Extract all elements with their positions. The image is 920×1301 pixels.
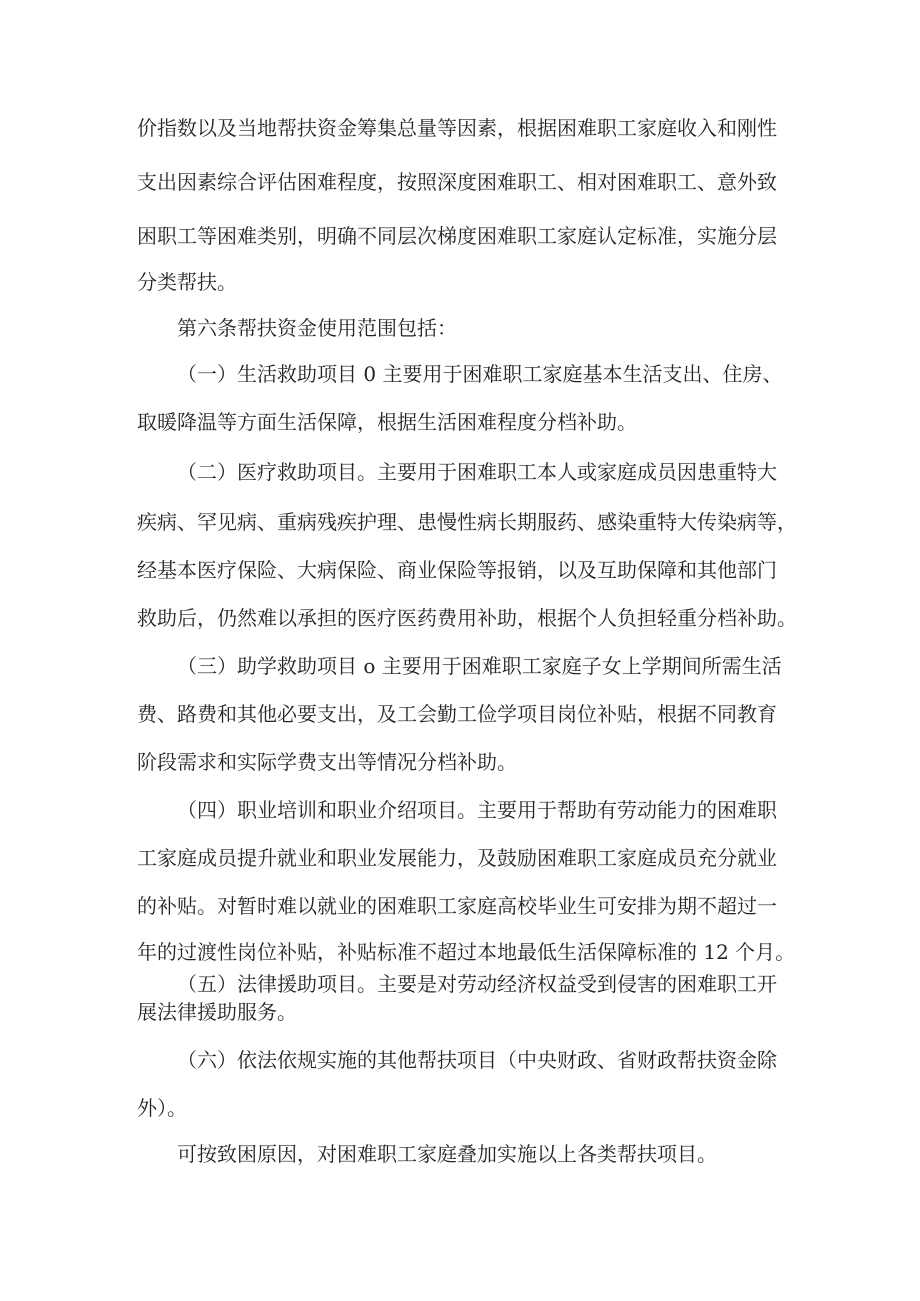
text-line: 支出因素综合评估困难程度，按照深度困难职工、相对困难职工、意外致 <box>137 170 777 194</box>
text-line: （三）助学救助项目 o 主要用于困难职工家庭子女上学期间所需生活 <box>177 654 782 678</box>
text-line: 可按致困原因，对困难职工家庭叠加实施以上各类帮扶项目。 <box>177 1142 717 1166</box>
text-line: 价指数以及当地帮扶资金筹集总量等因素，根据困难职工家庭收入和刚性 <box>137 116 777 140</box>
text-line: 疾病、罕见病、重病残疾护理、患慢性病长期服药、感染重特大传染病等， <box>137 510 797 534</box>
text-line: 分类帮扶。 <box>137 270 237 294</box>
text-line: 经基本医疗保险、大病保险、商业保险等报销，以及互助保障和其他部门 <box>137 558 777 582</box>
text-line: 年的过渡性岗位补贴，补贴标准不超过本地最低生活保障标准的 12 个月。 <box>137 940 796 964</box>
text-line: （一）生活救助项目 0 主要用于困难职工家庭基本生活支出、住房、 <box>177 362 783 386</box>
text-line: 困职工等困难类别，明确不同层次梯度困难职工家庭认定标准，实施分层 <box>137 224 777 248</box>
text-line: （六）依法依规实施的其他帮扶项目（中央财政、省财政帮扶资金除 <box>177 1048 777 1072</box>
text-line: 外）。 <box>137 1096 187 1120</box>
text-line: 的补贴。对暂时难以就业的困难职工家庭高校毕业生可安排为期不超过一 <box>137 894 777 918</box>
text-line: 救助后，仍然难以承担的医疗医药费用补助，根据个人负担轻重分档补助。 <box>137 606 797 630</box>
text-line: （五）法律援助项目。主要是对劳动经济权益受到侵害的困难职工开 <box>177 972 777 996</box>
article-heading: 第六条帮扶资金使用范围包括： <box>177 316 457 340</box>
text-line: 费、路费和其他必要支出，及工会勤工俭学项目岗位补贴，根据不同教育 <box>137 702 777 726</box>
text-line: （四）职业培训和职业介绍项目。主要用于帮助有劳动能力的困难职 <box>177 798 777 822</box>
text-line: （二）医疗救助项目。主要用于困难职工本人或家庭成员因患重特大 <box>177 460 777 484</box>
text-line: 工家庭成员提升就业和职业发展能力，及鼓励困难职工家庭成员充分就业 <box>137 846 777 870</box>
text-line: 取暖降温等方面生活保障，根据生活困难程度分档补助。 <box>137 410 637 434</box>
text-line: 展法律援助服务。 <box>137 1000 297 1024</box>
text-line: 阶段需求和实际学费支出等情况分档补助。 <box>137 750 517 774</box>
